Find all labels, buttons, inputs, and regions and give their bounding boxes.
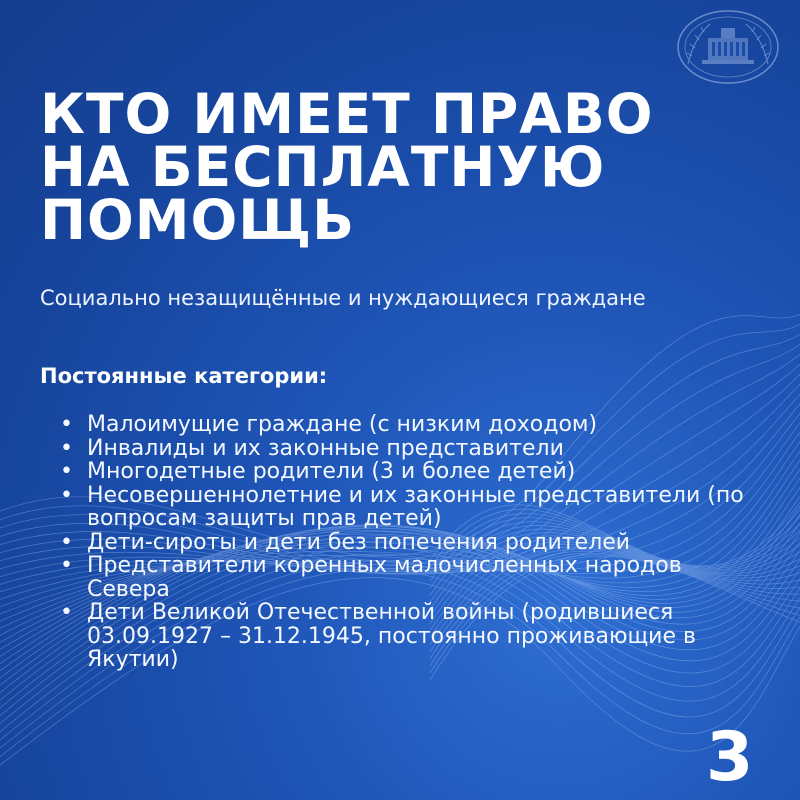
title-line-3: ПОМОЩЬ	[40, 188, 356, 252]
categories-list	[60, 413, 760, 672]
list-item-text: Несовершеннолетние и их законные представители (по вопросам защиты прав детей)	[87, 482, 744, 531]
bullet-icon: •	[60, 459, 73, 484]
list-item	[60, 460, 760, 484]
list-item-text: Инвалиды и их законные представители	[87, 435, 564, 461]
list-item	[60, 554, 760, 601]
list-item-text: Дети Великой Отечественной войны (родившиеся 03.09.1927 – 31.12.1945, постоянно проживающие в Якутии)	[87, 600, 696, 672]
bullet-icon: •	[60, 553, 73, 578]
title-line-2: НА БЕСПЛАТНУЮ	[40, 135, 606, 199]
list-item-text: Дети-сироты и дети без попечения родителей	[87, 529, 631, 555]
list-item	[60, 484, 760, 531]
bullet-icon: •	[60, 529, 73, 555]
list-item-text: Малоимущие граждане (с низким доходом)	[87, 412, 598, 437]
page-title	[40, 82, 700, 252]
government-building-emblem-icon	[674, 8, 782, 86]
subtitle: Социально незащищённые и нуждающиеся граждане	[40, 286, 646, 310]
page-number: 3	[706, 718, 754, 797]
list-item	[60, 531, 760, 555]
bullet-icon: •	[60, 412, 73, 437]
list-item	[60, 437, 760, 461]
title-line-1: КТО ИМЕЕТ ПРАВО	[40, 82, 654, 146]
bullet-icon: •	[60, 482, 73, 508]
bullet-icon: •	[60, 600, 73, 625]
list-item-text: Представители коренных малочисленных народов Севера	[87, 553, 682, 602]
list-item	[60, 601, 760, 672]
section-heading: Постоянные категории:	[40, 364, 328, 388]
bullet-icon: •	[60, 435, 73, 461]
list-item-text: Многодетные родители (3 и более детей)	[87, 459, 576, 484]
list-item	[60, 413, 760, 437]
